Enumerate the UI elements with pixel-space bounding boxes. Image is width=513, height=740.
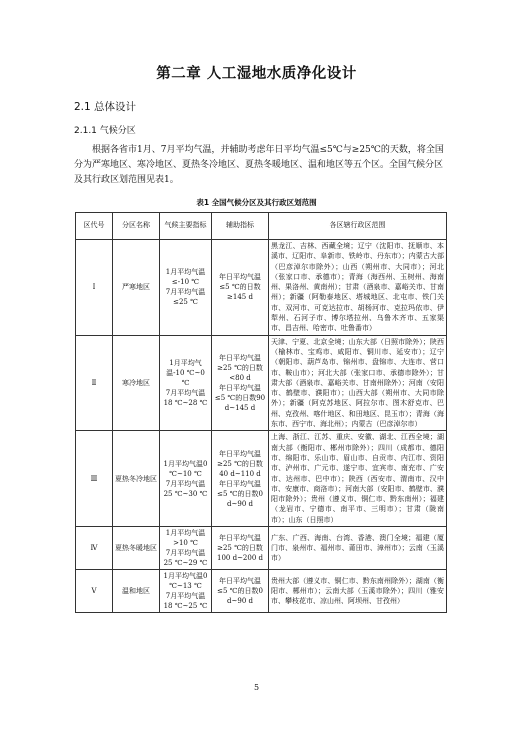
- cell-main-index: 1月平均气温0 ℃~10 ℃ 7月平均气温25 ℃~30 ℃: [160, 431, 212, 527]
- cell-zone-name: 严寒地区: [113, 240, 160, 336]
- cell-aux-index: 年日平均气温≥25 ℃的日数40 d~110 d 年日平均气温≤5 ℃的日数0 d~90 d: [212, 431, 269, 527]
- cell-admin-scope: 上海、浙江、江苏、重庆、安徽、湖北、江西全境；湖南大部（衡阳市、郴州市除外）；四川（成都市、德阳市、绵阳市、乐山市、眉山市、自贡市、内江市、资阳市、泸州市、广元市、遂宁市、宜宾市、南充市、广安市、达州市、巴中市）；陕西（西安市、渭南市、汉中市、安康市、商洛市）；河南大部（安阳市、鹤壁市、濮阳市除外）；贵州（遵义市、铜仁市、黔东南州）；福建（龙岩市、宁德市、南平市、三明市）；甘肃（陇南市）；山东（日照市）: [269, 431, 447, 527]
- chapter-title: 第二章 人工湿地水质净化设计: [156, 66, 357, 82]
- cell-main-index: 1月平均气温-10 ℃~0 ℃ 7月平均气温18 ℃~28 ℃: [160, 335, 212, 431]
- cell-admin-scope: 黑龙江、吉林、西藏全境；辽宁（沈阳市、抚顺市、本溪市、辽阳市、阜新市、铁岭市、丹东市）；内蒙古大部（巴彦淖尔市除外）；山西（朔州市、大同市）；河北（张家口市、承德市）；青海（海西州、玉树州、海南州、果洛州、黄南州）；甘肃（酒泉市、嘉峪关市、甘南州）；新疆（阿勒泰地区、塔城地区、北屯市、铁门关市、双河市、可克达拉市、胡杨河市、克拉玛依市、伊犁州、石河子市、博尔塔拉州、乌鲁木齐市、五家渠市、昌吉州、哈密市、吐鲁番市）: [269, 240, 447, 336]
- cell-main-index: 1月平均气温≤-10 ℃ 7月平均气温≤25 ℃: [160, 240, 212, 336]
- body-paragraph: 根据各省市1月、7月平均气温，并辅助考虑年日平均气温≤5℃与≥25℃的天数，将全国分为严寒地区、寒冷地区、夏热冬冷地区、夏热冬暖地区、温和地区等五个区。全国气候分区及其行政区划范围见表1。: [74, 145, 444, 185]
- cell-zone-name: 夏热冬冷地区: [113, 431, 160, 527]
- header-main-index: 气候主要指标: [160, 213, 212, 240]
- cell-admin-scope: 广东、广西、海南、台湾、香港、澳门全境；福建（厦门市、泉州市、福州市、莆田市、漳州市）；云南（玉溪市）: [269, 527, 447, 570]
- cell-aux-index: 年日平均气温≥25 ℃的日数100 d~200 d: [212, 527, 269, 570]
- table-caption: 表1 全国气候分区及其行政区划范围: [196, 198, 317, 207]
- cell-code: Ⅴ: [76, 570, 113, 613]
- header-zone-name: 分区名称: [113, 213, 160, 240]
- cell-aux-index: 年日平均气温≥25 ℃的日数<80 d 年日平均气温≤5 ℃的日数90 d~145 d: [212, 335, 269, 431]
- section-heading-2-1-1: 2.1.1 气候分区: [74, 126, 136, 136]
- table-row: [76, 335, 447, 431]
- cell-admin-scope: 天津、宁夏、北京全境；山东大部（日照市除外）；陕西（榆林市、宝鸡市、咸阳市、铜川市、延安市）；辽宁（朝阳市、葫芦岛市、锦州市、盘锦市、大连市、营口市、鞍山市）；河北大部（张家口市、承德市除外）；甘肃大部（酒泉市、嘉峪关市、甘南州除外）；河南（安阳市、鹤壁市、濮阳市）；山西大部（朔州市、大同市除外）；新疆（阿克苏地区、阿拉尔市、图木舒克市、巴州、克孜州、喀什地区、和田地区、昆玉市）；青海（海东市、西宁市、海北州）；内蒙古（巴彦淖尔市）: [269, 335, 447, 431]
- cell-main-index: 1月平均气温0 ℃~13 ℃ 7月平均气温18 ℃~25 ℃: [160, 570, 212, 613]
- cell-code: Ⅰ: [76, 240, 113, 336]
- table-header-row: [76, 213, 447, 240]
- cell-main-index: 1月平均气温>10 ℃ 7月平均气温25 ℃~29 ℃: [160, 527, 212, 570]
- cell-zone-name: 寒冷地区: [113, 335, 160, 431]
- cell-zone-name: 温和地区: [113, 570, 160, 613]
- header-aux-index: 辅助指标: [212, 213, 269, 240]
- cell-aux-index: 年日平均气温≤5 ℃的日数≥145 d: [212, 240, 269, 336]
- cell-zone-name: 夏热冬暖地区: [113, 527, 160, 570]
- climate-zone-table: [75, 212, 447, 613]
- table-row: [76, 240, 447, 336]
- cell-aux-index: 年日平均气温≤5 ℃的日数0 d~90 d: [212, 570, 269, 613]
- table-row: [76, 527, 447, 570]
- section-heading-2-1: 2.1 总体设计: [74, 101, 137, 113]
- header-admin-scope: 各区辖行政区范围: [269, 213, 447, 240]
- table-row: [76, 431, 447, 527]
- page-number: 5: [253, 683, 260, 692]
- cell-code: Ⅲ: [76, 431, 113, 527]
- cell-admin-scope: 贵州大部（遵义市、铜仁市、黔东南州除外）；湖南（衡阳市、郴州市）；云南大部（玉溪市除外）；四川（雅安市、攀枝花市、凉山州、阿坝州、甘孜州）: [269, 570, 447, 613]
- cell-code: Ⅳ: [76, 527, 113, 570]
- cell-code: Ⅱ: [76, 335, 113, 431]
- header-code: 区代号: [76, 213, 113, 240]
- table-row: [76, 570, 447, 613]
